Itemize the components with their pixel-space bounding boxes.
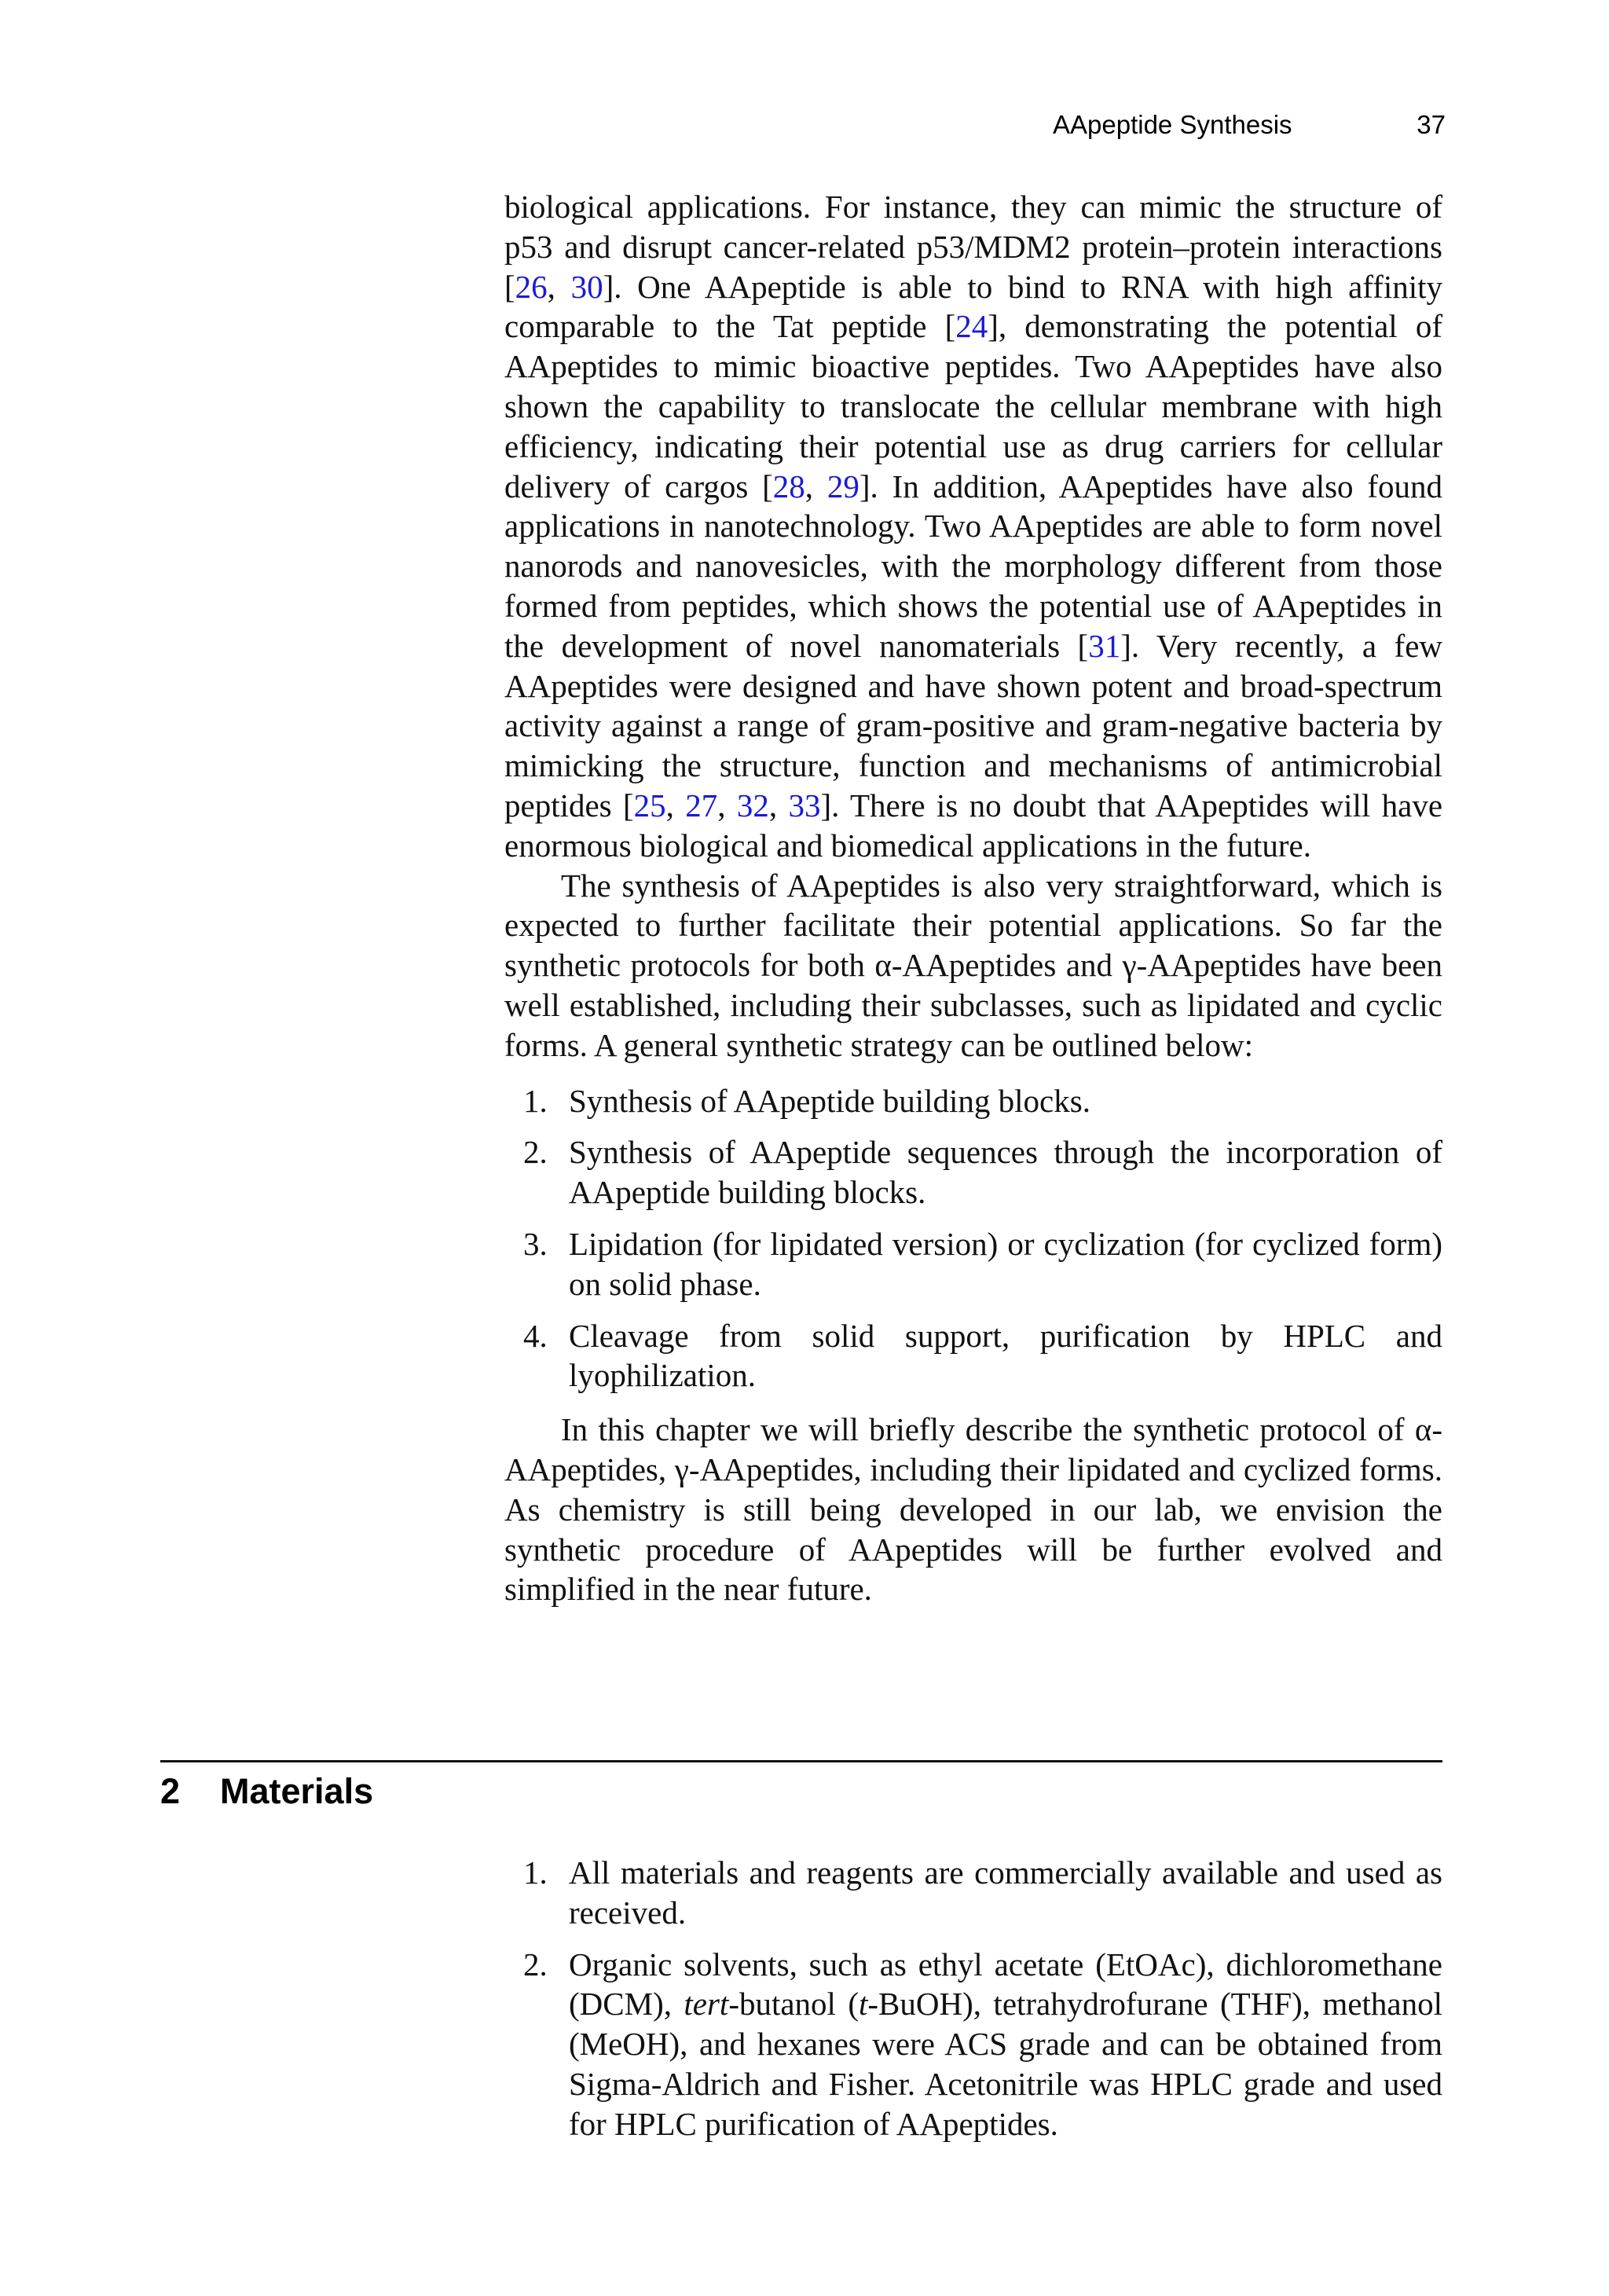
citation-link[interactable]: 32 bbox=[736, 787, 769, 823]
list-number: 4. bbox=[523, 1317, 548, 1354]
running-head bbox=[1053, 110, 1446, 145]
list-text: Cleavage from solid support, purification by HPLC and lyophilization. bbox=[569, 1317, 1442, 1394]
list-number: 3. bbox=[523, 1225, 548, 1262]
list-number: 1. bbox=[523, 1082, 548, 1119]
list-number: 2. bbox=[523, 1946, 548, 1982]
citation-link[interactable]: 24 bbox=[955, 308, 988, 345]
synthesis-steps-list bbox=[504, 1081, 1442, 1396]
citation-link[interactable]: 29 bbox=[826, 468, 859, 504]
list-text: All materials and reagents are commercially available and used as received. bbox=[569, 1854, 1442, 1931]
intro-body bbox=[504, 187, 1442, 1609]
citation-link[interactable]: 27 bbox=[685, 787, 718, 823]
list-item bbox=[504, 1132, 1442, 1212]
section-divider bbox=[160, 1760, 1442, 1762]
citation-link[interactable]: 25 bbox=[633, 787, 666, 823]
italic-term: tert bbox=[684, 1986, 729, 2023]
section-number: 2 bbox=[160, 1771, 181, 1811]
list-text: Lipidation (for lipidated version) or cyclization (for cyclized form) on solid phase. bbox=[569, 1225, 1442, 1302]
materials-body bbox=[504, 1853, 1442, 2156]
list-item bbox=[504, 1081, 1442, 1121]
list-number: 2. bbox=[523, 1134, 548, 1171]
running-title: AApeptide Synthesis bbox=[1053, 110, 1292, 139]
section-title: Materials bbox=[220, 1771, 374, 1811]
citation-link[interactable]: 26 bbox=[515, 268, 548, 305]
intro-paragraph-1: biological applications. For instance, they can mimic the structure of p53 and disrupt cancer-related p53/MDM2 protein–protein interactions [26, 30]. One AApeptide is able to bind to RNA with high affinity comparable to the Tat peptide [24], demonstrating the potential of AApeptides to mimic bioactive peptides. Two AApeptides have also shown the capability to translocate the cellular membrane with high efficiency, indicating their potential use as drug carriers for cellular delivery of cargos [28, 29]. In addition, AApeptides have also found applications in nanotechnology. Two AApeptides are able to form novel nanorods and nanovesicles, with the morphology different from those formed from peptides, which shows the potential use of AApeptides in the development of novel nanomaterials [31]. Very recently, a few AApeptides were designed and have shown potent and broad-spectrum activity against a range of gram-positive and gram-negative bacteria by mimicking the structure, function and mechanisms of antimicrobial peptides [25, 27, 32, 33]. There is no doubt that AApeptides will have enormous biological and biomedical applications in the future. bbox=[504, 189, 1443, 864]
list-item bbox=[504, 1224, 1442, 1304]
citation-link[interactable]: 31 bbox=[1088, 627, 1121, 664]
citation-link[interactable]: 33 bbox=[788, 787, 821, 823]
list-text: Organic solvents, such as ethyl acetate (EtOAc), dichloromethane (DCM), tert-butanol (t-BuOH), tetrahydrofurane (THF), methanol (MeOH), and hexanes were ACS grade and can be obtained from Sigma-Aldrich and Fisher. Acetonitrile was HPLC grade and used for HPLC purification of AApeptides. bbox=[569, 1946, 1442, 2142]
list-text: Synthesis of AApeptide sequences through the incorporation of AApeptide building blocks. bbox=[569, 1134, 1442, 1211]
list-item bbox=[504, 1945, 1442, 2144]
list-number: 1. bbox=[523, 1854, 548, 1891]
citation-link[interactable]: 30 bbox=[570, 268, 603, 305]
citation-link[interactable]: 28 bbox=[772, 468, 805, 504]
list-text: Synthesis of AApeptide building blocks. bbox=[569, 1082, 1090, 1119]
section-heading bbox=[160, 1771, 373, 1812]
materials-list bbox=[504, 1853, 1442, 2144]
page-number: 37 bbox=[1417, 110, 1446, 139]
list-item bbox=[504, 1853, 1442, 1933]
intro-paragraph-3: In this chapter we will briefly describe the synthetic protocol of α-AApeptides, γ-AApeptides, including their lipidated and cyclized forms. As chemistry is still being developed in our lab, we envision the synthetic procedure of AApeptides will be further evolved and simplified in the near future. bbox=[504, 1411, 1442, 1608]
intro-paragraph-2: The synthesis of AApeptides is also very straightforward, which is expected to further facilitate their potential applications. So far the synthetic protocols for both α-AApeptides and γ-AApeptides have been well established, including their subclasses, such as lipidated and cyclic forms. A general synthetic strategy can be outlined below: bbox=[504, 867, 1442, 1063]
list-item bbox=[504, 1316, 1442, 1396]
italic-term: t bbox=[859, 1986, 868, 2023]
